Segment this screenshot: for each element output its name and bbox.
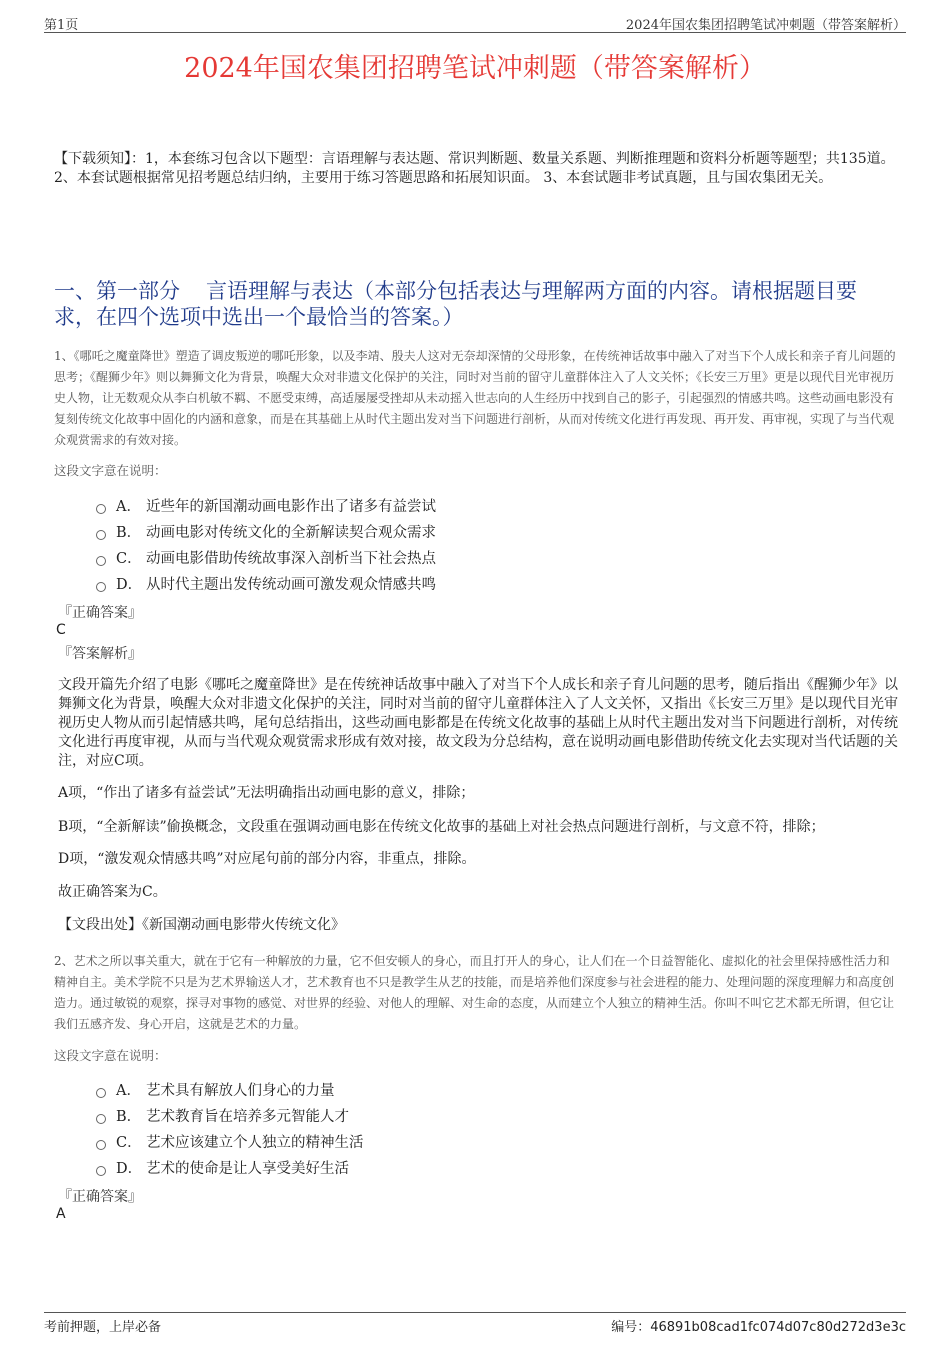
radio-icon[interactable] [96, 1114, 106, 1124]
radio-icon[interactable] [96, 1166, 106, 1176]
option-a[interactable]: A． 近些年的新国潮动画电影作出了诸多有益尝试 [96, 494, 436, 520]
section-heading [54, 278, 896, 330]
correct-answer: A [56, 1206, 66, 1222]
analysis-label: 『答案解析』 [58, 646, 142, 662]
radio-icon[interactable] [96, 504, 106, 514]
analysis-note-d: D项，“激发观众情感共鸣”对应尾句前的部分内容，非重点，排除。 [58, 851, 476, 867]
section-description: 言语理解与表达（本部分包括表达与理解两方面的内容。请根据题目要求，在四个选项中选出一个最恰当的答案。） [54, 279, 857, 329]
analysis-note-b: B项，“全新解读”偷换概念，文段重在强调动画电影在传统文化故事的基础上对社会热点问题进行剖析，与文意不符，排除； [58, 819, 825, 835]
radio-icon[interactable] [96, 582, 106, 592]
document-code: 编号：46891b08cad1fc074d07c80d272d3e3c [611, 1320, 906, 1335]
analysis-note-a: A项，“作出了诸多有益尝试”无法明确指出动画电影的意义，排除； [58, 785, 475, 801]
option-a[interactable]: A． 艺术具有解放人们身心的力量 [96, 1078, 364, 1104]
question-1-prompt: 这段文字意在说明： [54, 463, 167, 478]
question-2-options [96, 1078, 364, 1182]
page-header [44, 14, 906, 33]
footer-slogan: 考前押题，上岸必备 [44, 1320, 162, 1335]
page-title: 2024年国农集团招聘笔试冲刺题（带答案解析） [184, 53, 766, 84]
answer-label: 『正确答案』 [58, 605, 142, 621]
radio-icon[interactable] [96, 530, 106, 540]
page-number: 第1页 [44, 18, 79, 33]
option-d[interactable]: D． 艺术的使命是让人享受美好生活 [96, 1156, 364, 1182]
option-b[interactable]: B． 艺术教育旨在培养多元智能人才 [96, 1104, 364, 1130]
option-c[interactable]: C． 动画电影借助传统故事深入剖析当下社会热点 [96, 546, 436, 572]
question-2-text: 2、艺术之所以事关重大，就在于它有一种解放的力量，它不但安顿人的身心，而且打开人的身心，让人们在一个日益智能化、虚拟化的社会里保持感性活力和精神自主。美术学院不只是为艺术界输送人才，艺术教育也不只是教学生从艺的技能，而是培养他们深度参与社会进程的能力、处理问题的深度理解力和高度创造力。通过敏锐的观察，探寻对事物的感觉、对世界的经验、对他人的理解、对生命的态度，从而建立个人独立的精神生活。你叫不叫它艺术都无所谓，但它让我们五感齐发、身心开启，这就是艺术的力量。 [54, 954, 895, 1031]
option-c[interactable]: C． 艺术应该建立个人独立的精神生活 [96, 1130, 364, 1156]
option-d[interactable]: D． 从时代主题出发传统动画可激发观众情感共鸣 [96, 572, 436, 598]
download-notice: 【下载须知】：1，本套练习包含以下题型：言语理解与表达题、常识判断题、数量关系题、判断推理题和资料分析题等题型；共135道。 2、本套试题根据常见招考题总结归纳，主要用于练习答题思路和拓展知识面。 3、本套试题非考试真题，且与国农集团无关。 [54, 151, 895, 186]
radio-icon[interactable] [96, 1088, 106, 1098]
question-2-prompt: 这段文字意在说明： [54, 1048, 167, 1063]
answer-analysis: 文段开篇先介绍了电影《哪吒之魔童降世》是在传统神话故事中融入了对当下个人成长和亲子育儿问题的思考，随后指出《醒狮少年》以舞狮文化为背景，唤醒大众对非遗文化保护的关注，同时对当前的留守儿童群体注入了人文关怀，又指出《长安三万里》是以现代目光审视历史人物从而引起情感共鸣，尾句总结指出，这些动画电影都是在传统文化故事的基础上从时代主题出发对当下问题进行剖析，对传统文化进行再度审视，从而与当代观众观赏需求形成有效对接，故文段为分总结构，意在说明动画电影借助传统文化去实现对当代话题的关注，对应C项。 [58, 677, 898, 769]
header-doc-title: 2024年国农集团招聘笔试冲刺题（带答案解析） [625, 18, 906, 33]
passage-source: 【文段出处】《新国潮动画电影带火传统文化》 [58, 917, 345, 933]
analysis-conclusion: 故正确答案为C。 [58, 884, 167, 900]
question-1-text: 1、《哪吒之魔童降世》塑造了调皮叛逆的哪吒形象，以及李靖、殷夫人这对无奈却深情的父母形象，在传统神话故事中融入了对当下个人成长和亲子育儿问题的思考；《醒狮少年》则以舞狮文化为背景，唤醒大众对非遗文化保护的关注，同时对当前的留守儿童群体注入了人文关怀；《长安三万里》更是以现代目光审视历史人物，让无数观众从李白机敏不羁、不愿受束缚，高适屡屡受挫却从未动摇入世志向的人生经历中找到自己的影子，引起强烈的情感共鸣。这些动画电影没有复刻传统文化故事中固化的内涵和意象，而是在其基础上从时代主题出发对当下问题进行剖析，从而对传统文化进行再发现、再开发、再审视，实现了与当代观众观赏需求的有效对接。 [54, 349, 896, 447]
question-1-options [96, 494, 436, 598]
correct-answer: C [56, 622, 66, 638]
option-b[interactable]: B． 动画电影对传统文化的全新解读契合观众需求 [96, 520, 436, 546]
section-number: 一、第一部分 [54, 279, 180, 303]
radio-icon[interactable] [96, 556, 106, 566]
page-footer [44, 1312, 906, 1333]
radio-icon[interactable] [96, 1140, 106, 1150]
answer-label: 『正确答案』 [58, 1189, 142, 1205]
